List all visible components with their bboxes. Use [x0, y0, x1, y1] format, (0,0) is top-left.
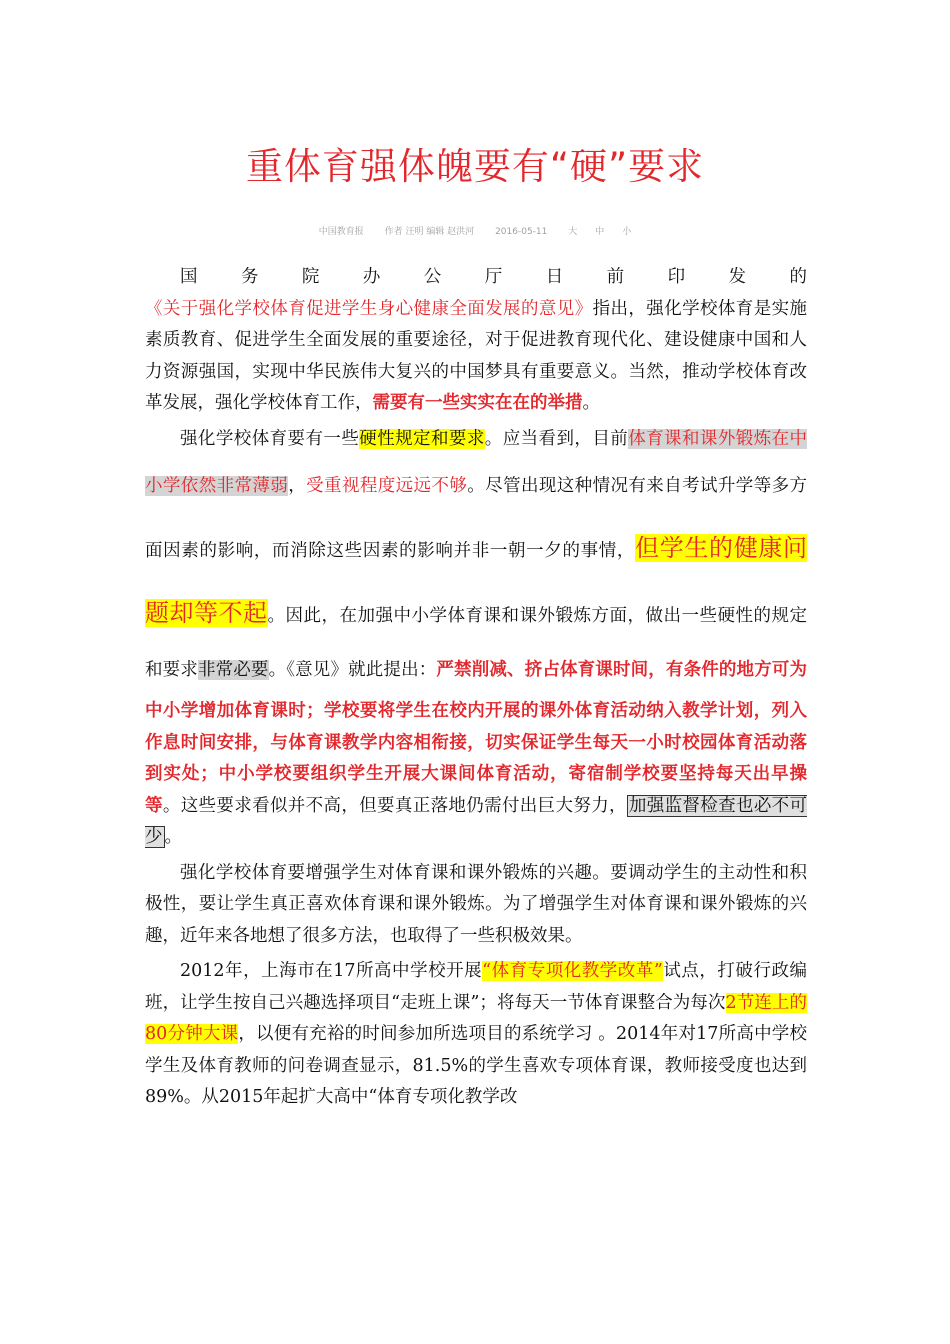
paragraph-2	[145, 424, 807, 854]
p2-text-i: 。因此，在加强中小学体育课和课外锻炼方面，做出一些硬性的规定和要求	[145, 606, 807, 680]
p2-boxed-supervision: 加强监督检查也必不可少	[145, 795, 808, 847]
article-title: 重体育强体魄要有“硬”要求	[245, 145, 705, 188]
p1-policy-title: 《关于强化学校体育促进学生身心健康全面发展的意见》	[145, 298, 593, 319]
p4-text-e: ，以便有充裕的时间参加所选项目的系统学习 。2014年对17所高中学校学生及体育教师的问卷调查显示，81.5%的学生喜欢专项体育课，教师接受度也达到89%。从2015年起扩大高中“体育专项化教学改	[145, 1024, 807, 1107]
p2-text-a: 强化学校体育要有一些	[180, 428, 360, 449]
p2-text-k: 。《意见》就此提出：	[268, 660, 437, 680]
paragraph-3: 强化学校体育要增强学生对体育课和课外锻炼的兴趣。要调动学生的主动性和积极性，要让学生真正喜欢体育课和课外锻炼。为了增强学生对体育课和课外锻炼的兴趣，近年来各地想了很多方法，也取得了一些积极效果。	[145, 862, 807, 946]
meta-date: 2016-05-11	[495, 227, 548, 237]
p2-text-c: 。应当看到，目前	[484, 428, 629, 449]
meta-author: 作者 汪明 编辑 赵洪河	[384, 227, 475, 237]
font-size-medium-link[interactable]: 中	[595, 227, 605, 237]
p1-text-a: 国务院办公厅日前印发的	[180, 267, 807, 287]
p2-requirements: 严禁削减、挤占体育课时间，有条件的地方可为中小学增加体育课时；学校要将学生在校内开展的课外体育活动纳入教学计划，列入作息时间安排，与体育课教学内容相衔接，切实保证学生每天一小时校园体育活动落到实处；中小学校要组织学生开展大课间体育活动，寄宿制学校要坚持每天出早操等	[145, 660, 808, 816]
p2-highlight-rules: 硬性规定和要求	[359, 428, 485, 449]
article-body	[145, 262, 807, 1114]
p4-highlight-reform: “体育专项化教学改革”	[482, 961, 663, 981]
p2-highlight-weak: 体育课和课外锻炼在中小学依然非常薄弱	[145, 428, 808, 496]
p1-text-c: 指出，强化学校体育是实施素质教育、促进学生全面发展的重要途径，对于促进教育现代化、建设健康中国和人力资源强国，实现中华民族伟大复兴的中国梦具有重要意义。当然，推动学校体育改革发展，强化学校体育工作，	[145, 298, 808, 413]
paragraph-4	[145, 956, 807, 1114]
p4-text-c: 试点，打破行政编班，让学生按自己兴趣选择项目“走班上课”；将每天一节体育课整合为每次	[145, 961, 808, 1013]
p1-text-e: 。	[582, 393, 600, 413]
article-meta	[0, 224, 950, 237]
font-size-small-link[interactable]: 小	[622, 227, 632, 237]
p2-red-neglect: 受重视程度远远不够	[306, 476, 468, 496]
paragraph-1	[145, 262, 807, 420]
p4-text-a: 2012年，上海市在17所高中学校开展	[180, 961, 483, 981]
p2-text-g: 。尽管出现这种情况有来自考试升学等多方面因素的影响，而消除这些因素的影响并非一朝一夕的事情，	[145, 476, 808, 561]
p2-text-o: 。	[164, 827, 182, 847]
p4-highlight-class: 2节连上的80分钟大课	[145, 992, 808, 1044]
p2-gray-necessary: 非常必要	[197, 660, 269, 680]
font-size-large-link[interactable]: 大	[568, 227, 578, 237]
p2-text-e: ，	[288, 476, 307, 496]
p2-big-highlight: 但学生的健康问题却等不起	[145, 534, 808, 627]
p2-text-m: 。这些要求看似并不高，但要真正落地仍需付出巨大努力，	[162, 795, 627, 816]
p1-emphasis: 需要有一些实实在在的举措	[372, 393, 583, 413]
meta-source: 中国教育报	[318, 227, 364, 237]
